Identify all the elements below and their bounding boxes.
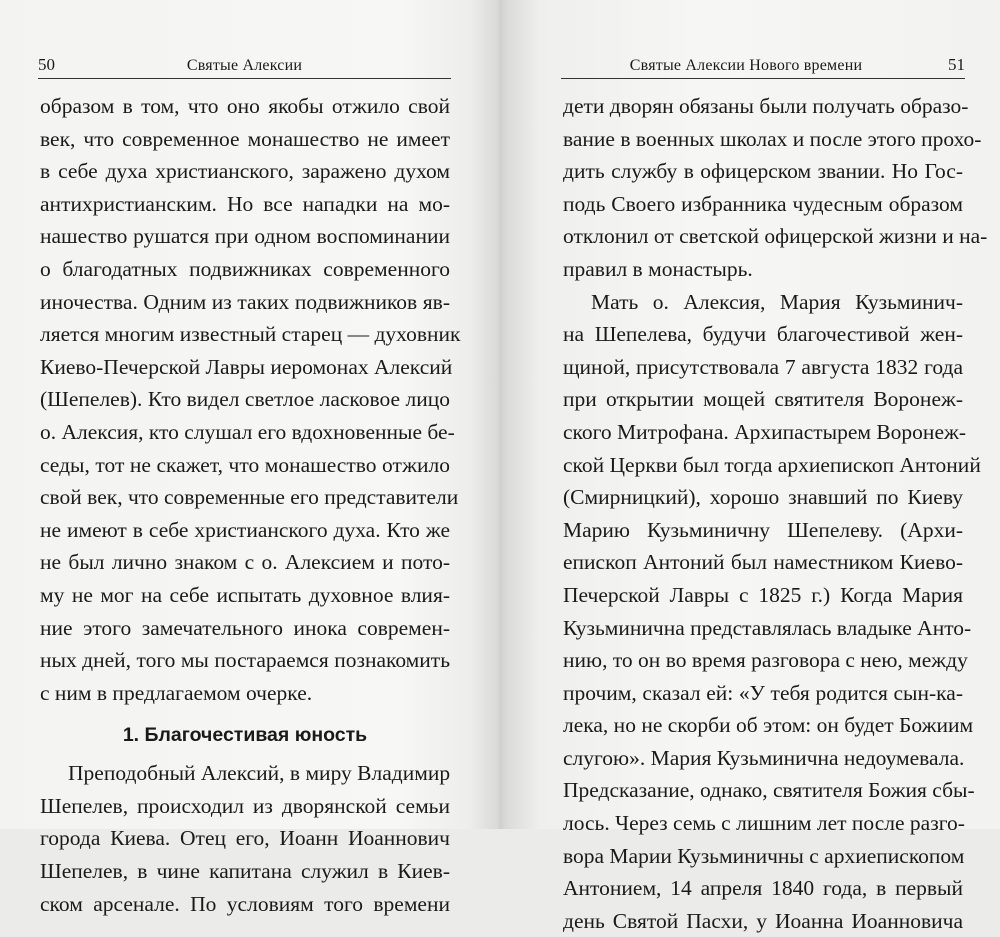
text-line: ской Церкви был тогда архиепископ Антоний — [563, 452, 981, 477]
text-line: города Киева. Отец его, Иоанн Иоаннович — [40, 826, 450, 851]
text-line: ляется многим известный старец — духовник — [40, 322, 461, 347]
text-line: нашество рушатся при одном воспоминании — [40, 224, 450, 249]
text-line: Марию Кузьминичну Шепелеву. (Архи- — [563, 517, 963, 542]
left-running-title: Святые Алексии — [186, 57, 303, 74]
right-page-number: 51 — [948, 55, 965, 74]
text-line: лека, но не скорби об этом: он будет Божиим — [563, 713, 974, 738]
text-line: образом в том, что оно якобы отжило свой — [40, 94, 450, 118]
text-line: ных дней, того мы постараемся познакомить — [40, 648, 450, 673]
text-line: на Шепелева, будучи благочестивой жен- — [563, 322, 963, 347]
text-line: отклонил от светской офицерской жизни и на- — [563, 224, 988, 249]
right-page-header — [561, 52, 965, 79]
text-line: Преподобный Алексий, в миру Владимир — [68, 761, 451, 786]
text-line: при открытии мощей святителя Воронеж- — [563, 387, 963, 412]
text-line: о благодатных подвижниках современного — [40, 256, 450, 281]
text-line: нию, то он во время разговора с нею, между — [563, 648, 968, 673]
text-line: с ним в предлагаемом очерке. — [40, 680, 313, 705]
text-line: правил в монастырь. — [563, 256, 753, 281]
right-running-title: Святые Алексии Нового времени — [629, 57, 863, 74]
text-line: щиной, присутствовала 7 августа 1832 года — [563, 354, 963, 379]
right-page — [508, 0, 1000, 933]
text-line: Предсказание, однако, святителя Божия сбы- — [563, 778, 975, 803]
text-line: Киево-Печерской Лавры иеромонах Алексий — [40, 354, 453, 379]
text-line: не имеют в себе христианского духа. Кто же — [40, 517, 450, 542]
left-page-header — [38, 52, 451, 79]
text-line: вание в военных школах и после этого прохо- — [563, 126, 982, 151]
left-page-number: 50 — [38, 55, 55, 74]
text-line: день Святой Пасхи, у Иоанна Иоанновича — [563, 908, 963, 933]
left-page-text — [40, 90, 461, 920]
right-page-text — [563, 90, 988, 937]
left-page — [0, 0, 496, 916]
text-line: слугою». Мария Кузьминична недоумевала. — [563, 745, 965, 770]
text-line: век, что современное монашество не имеет — [40, 126, 450, 151]
text-line: в себе духа христианского, заражено духом — [40, 159, 450, 184]
text-line: Шепелев, происходил из дворянской семьи — [40, 793, 450, 818]
text-line: Кузьминична представлялась владыке Анто- — [563, 615, 972, 640]
text-line: Антонием, 14 апреля 1840 года, в первый — [563, 876, 963, 901]
text-line: дети дворян обязаны были получать образо- — [563, 94, 969, 118]
text-line: о. Алексия, кто слушал его вдохновенные бе- — [40, 419, 455, 444]
text-line: иночества. Одним из таких подвижников яв- — [40, 289, 450, 314]
text-line: Печерской Лавры с 1825 г.) Когда Мария — [563, 582, 963, 607]
text-line: ского Митрофана. Архипастырем Воронеж- — [563, 419, 966, 444]
text-line: му не мог на себе испытать духовное влия- — [40, 582, 450, 607]
text-line: Мать о. Алексия, Мария Кузьминич- — [591, 289, 963, 314]
text-line: седы, тот не скажет, что монашество отжило — [40, 452, 450, 477]
section-heading: 1. Благочестивая юность — [122, 724, 368, 747]
text-line: (Шепелев). Кто видел светлое ласковое лицо — [40, 387, 450, 412]
text-line: не был лично знаком с о. Алексием и пото- — [40, 550, 450, 575]
text-line: прочим, сказал ей: «У тебя родится сын-ка- — [563, 680, 963, 705]
text-line: епископ Антоний был наместником Киево- — [563, 550, 963, 575]
text-line: (Смирницкий), хорошо знавший по Киеву — [563, 485, 963, 510]
text-line: свой век, что современные его представители — [40, 485, 459, 510]
text-line: лось. Через семь с лишним лет после разго- — [563, 811, 965, 836]
text-line: подь Своего избранника чудесным образом — [563, 191, 963, 216]
text-line: ском арсенале. По условиям того времени — [40, 891, 450, 916]
text-line: дить службу в офицерском звании. Но Гос- — [563, 159, 963, 184]
text-line: Шепелев, в чине капитана служил в Киев- — [40, 859, 450, 884]
text-line: ние этого замечательного инока современ- — [40, 615, 450, 640]
text-line: антихристианским. Но все нападки на мо- — [40, 191, 450, 216]
text-line: вора Марии Кузьминичны с архиепископом — [563, 843, 965, 868]
